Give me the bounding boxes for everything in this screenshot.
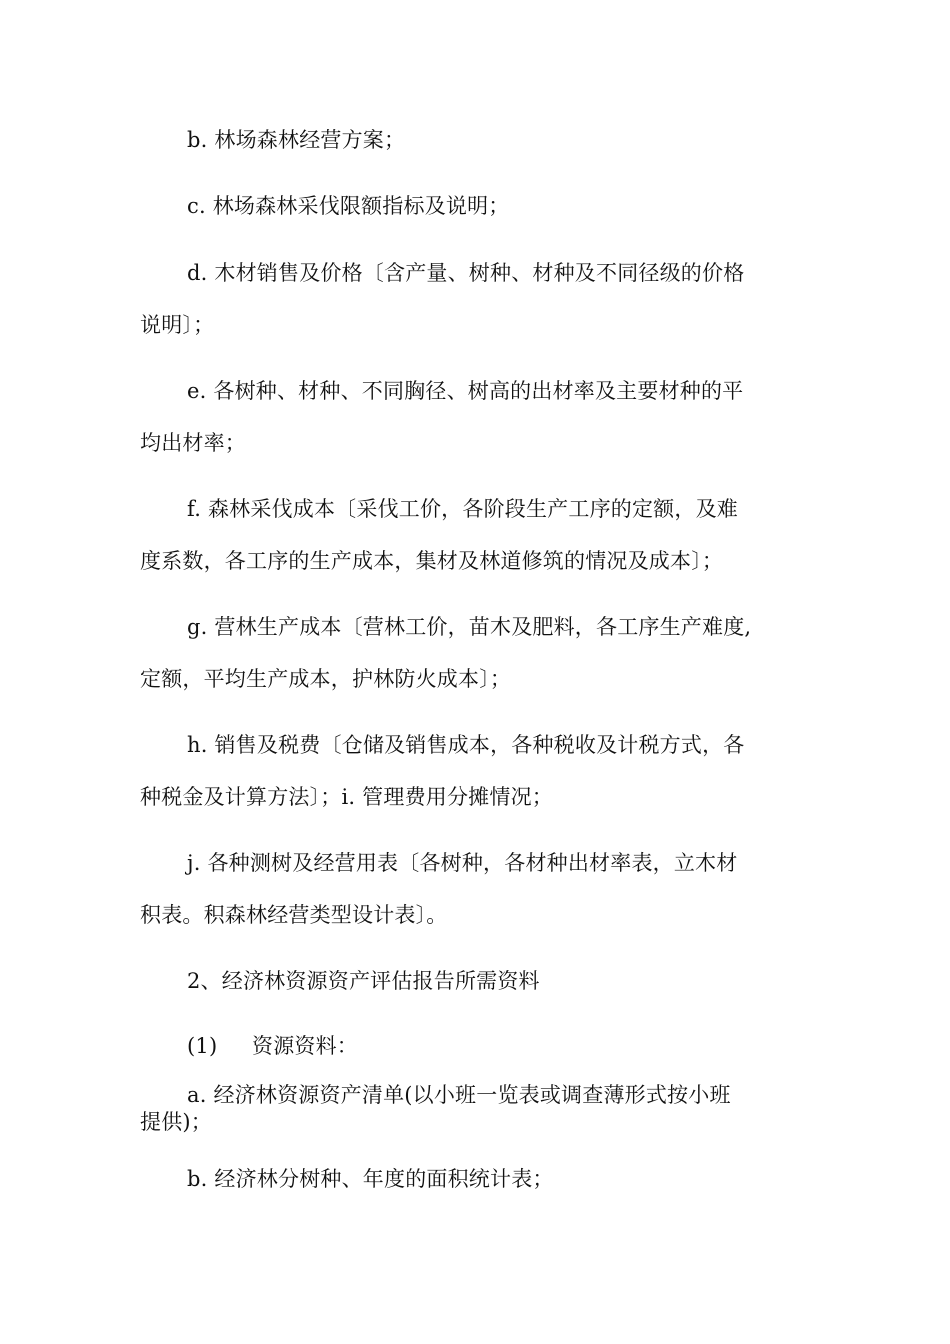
item-g-line-1: g. 营林生产成本〔营林工价，苗木及肥料，各工序生产难度, [187,615,752,639]
item-e-line-2: 均出材率； [140,431,246,455]
item-j-line-1: j. 各种测树及经营用表〔各树种，各材种出材率表，立木材 [187,851,738,875]
item-d-line-1: d. 木材销售及价格〔含产量、树种、材种及不同径级的价格 [187,261,745,285]
item-g-line-2: 定额，平均生产成本，护林防火成本〕； [140,667,512,691]
item-e-line-1: e. 各树种、材种、不同胸径、树高的出材率及主要材种的平 [187,379,744,403]
section-2-heading: 2、经济林资源资产评估报告所需资料 [187,969,540,993]
item-f-line-1: f. 森林采伐成本〔采伐工价，各阶段生产工序的定额，及难 [187,497,738,521]
sub-item-a-line-1: a. 经济林资源资产清单(以小班一览表或调查薄形式按小班 [187,1083,731,1107]
sub-1-number: (1) [187,1034,218,1058]
item-d-line-2: 说明〕； [140,313,215,337]
item-f-line-2: 度系数，各工序的生产成本，集材及林道修筑的情况及成本〕； [140,549,724,573]
sub-item-b: b. 经济林分树种、年度的面积统计表； [187,1167,554,1191]
item-b: b. 林场森林经营方案； [187,128,406,152]
sub-item-a-line-2: 提供)； [140,1110,212,1134]
sub-1-label: 资源资料： [252,1034,358,1058]
item-h-line-1: h. 销售及税费〔仓储及销售成本，各种税收及计税方式，各 [187,733,745,757]
item-j-line-2: 积表。积森林经营类型设计表〕。 [140,903,448,927]
item-h-line-2: 种税金及计算方法〕；i. 管理费用分摊情况； [140,785,553,809]
item-c: c. 林场森林采伐限额指标及说明； [187,194,510,218]
